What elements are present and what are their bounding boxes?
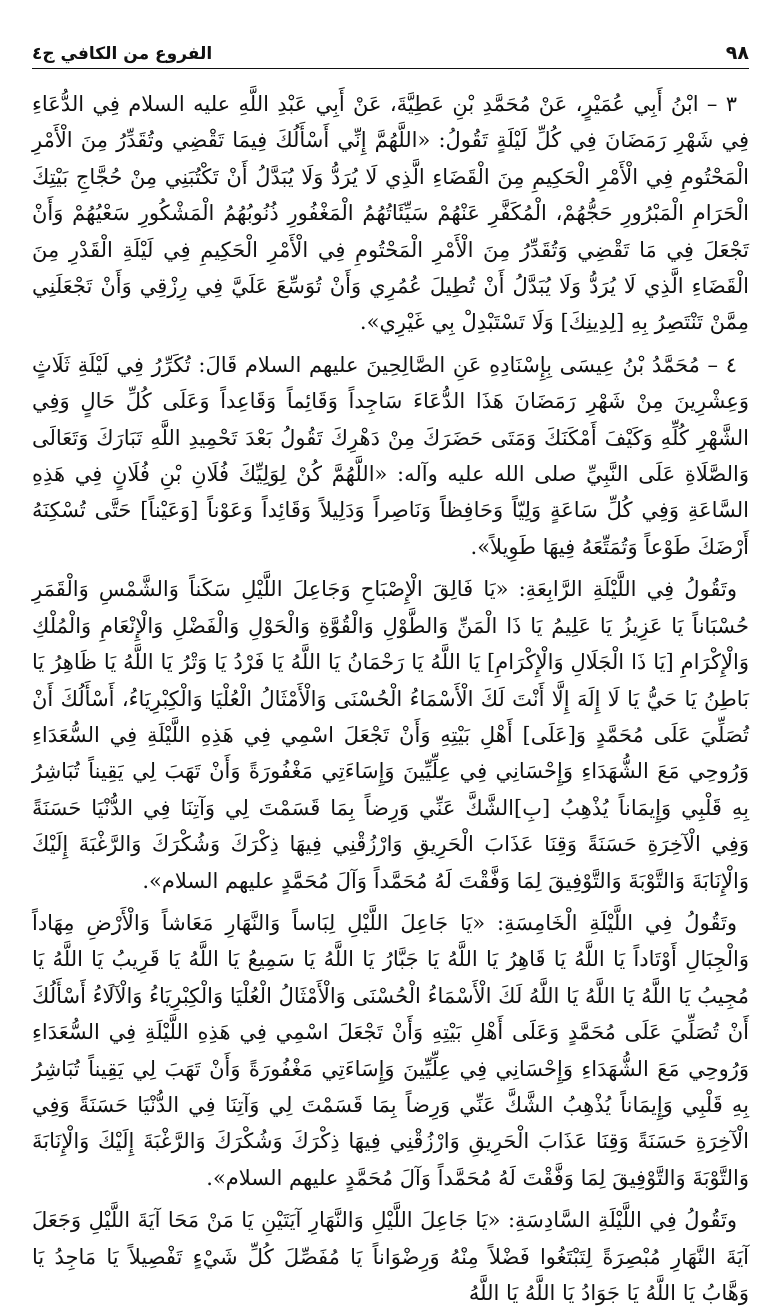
page-body	[32, 86, 749, 1305]
page-number: ٩٨	[725, 42, 749, 64]
book-title: الفروع من الكافي ج٤	[32, 44, 213, 64]
paragraph-night-5: وتَقُولُ فِي اللَّيْلَةِ الْخَامِسَةِ: «يَا جَاعِلَ اللَّيْلِ لِبَاساً وَالنَّهَارِ مَعَاشاً وَالْأَرْضِ مِهَاداً وَالْجِبَالِ أَوْتَاداً يَا اللَّهُ يَا قَاهِرُ يَا اللَّهُ يَا جَبَّارُ يَا اللَّهُ يَا سَمِيعُ يَا اللَّهُ يَا قَرِيبُ يَا اللَّهُ يَا مُجِيبُ يَا اللَّهُ يَا اللَّهُ يَا اللَّهُ لَكَ الْأَسْمَاءُ الْحُسْنَى وَالْأَمْثَالُ الْعُلْيَا وَالْكِبْرِيَاءُ وَالْآلَاءُ أَسْأَلُكَ أَنْ تُصَلِّيَ عَلَى مُحَمَّدٍ وَعَلَى أَهْلِ بَيْتِهِ وَأَنْ تَجْعَلَ اسْمِي فِي هَذِهِ اللَّيْلَةِ فِي السُّعَدَاءِ وَرُوحِي مَعَ الشُّهَدَاءِ وَإِحْسَانِي فِي عِلِّيِّينَ وَإِسَاءَتِي مَغْفُورَةً وَأَنْ تَهَبَ لِي يَقِيناً تُبَاشِرُ بِهِ قَلْبِي وَإِيمَاناً يُذْهِبُ الشَّكَّ عَنِّي وَرِضاً بِمَا قَسَمْتَ لِي وَآتِنَا فِي الدُّنْيَا حَسَنَةً وَفِي الْآخِرَةِ حَسَنَةً وَقِنَا عَذَابَ الْحَرِيقِ وَارْزُقْنِي فِيهَا ذِكْرَكَ وَشُكْرَكَ وَالرَّغْبَةَ إِلَيْكَ وَالْإِنَابَةَ وَالتَّوْبَةَ وَالتَّوْفِيقَ لِمَا وَفَّقْتَ لَهُ مُحَمَّداً وَآلَ مُحَمَّدٍ عليهم السلام».	[32, 910, 749, 1190]
page-header	[32, 30, 749, 69]
paragraph-night-4: وتَقُولُ فِي اللَّيْلَةِ الرَّابِعَةِ: «يَا فَالِقَ الْإِصْبَاحِ وَجَاعِلَ اللَّيْلِ سَكَناً وَالشَّمْسِ وَالْقَمَرِ حُسْبَاناً يَا عَزِيزُ يَا عَلِيمُ يَا ذَا الْمَنِّ وَالطَّوْلِ وَالْقُوَّةِ وَالْحَوْلِ وَالْفَضْلِ وَالْإِنْعَامِ وَالْمُلْكِ وَالْإِكْرَامِ [يَا ذَا الْجَلَالِ وَالْإِكْرَامِ] يَا اللَّهُ يَا رَحْمَانُ يَا اللَّهُ يَا فَرْدُ يَا وَتْرُ يَا اللَّهُ يَا ظَاهِرُ يَا بَاطِنُ يَا حَيُّ يَا لَا إِلَهَ إِلَّا أَنْتَ لَكَ الْأَسْمَاءُ الْحُسْنَى وَالْأَمْثَالُ الْعُلْيَا وَالْكِبْرِيَاءُ، أَسْأَلُكَ أَنْ تُصَلِّيَ عَلَى مُحَمَّدٍ وَ[عَلَى] أَهْلِ بَيْتِهِ وَأَنْ تَجْعَلَ اسْمِي فِي هَذِهِ اللَّيْلَةِ فِي السُّعَدَاءِ وَرُوحِي مَعَ الشُّهَدَاءِ وَإِحْسَانِي فِي عِلِّيِّينَ وَإِسَاءَتِي مَغْفُورَةً وَأَنْ تَهَبَ لِي يَقِيناً تُبَاشِرُ بِهِ قَلْبِي وَإِيمَاناً يُذْهِبُ [بِ]الشَّكَّ عَنِّي وَرِضاً بِمَا قَسَمْتَ لِي وَآتِنَا فِي الدُّنْيَا حَسَنَةً وَفِي الْآخِرَةِ حَسَنَةً وَقِنَا عَذَابَ الْحَرِيقِ وَارْزُقْنِي فِيهَا ذِكْرَكَ وَشُكْرَكَ وَالرَّغْبَةَ إِلَيْكَ وَالْإِنَابَةَ وَالتَّوْبَةَ وَالتَّوْفِيقَ لِمَا وَفَّقْتَ لَهُ مُحَمَّداً وَآلَ مُحَمَّدٍ عليهم السلام».	[32, 577, 749, 893]
paragraph-hadith-4: ٤ – مُحَمَّدُ بْنُ عِيسَى بِإِسْنَادِهِ عَنِ الصَّالِحِينَ عليهم السلام قَالَ: تُكَرِّرُ فِي لَيْلَةِ ثَلَاثٍ وَعِشْرِينَ مِنْ شَهْرِ رَمَضَانَ هَذَا الدُّعَاءَ سَاجِداً وَقَائِماً وَقَاعِداً وَعَلَى كُلِّ حَالٍ وَفِي الشَّهْرِ كُلِّهِ وَكَيْفَ أَمْكَنَكَ وَمَتَى حَضَرَكَ مِنْ دَهْرِكَ تَقُولُ بَعْدَ تَحْمِيدِ اللَّهِ تَبَارَكَ وَتَعَالَى وَالصَّلَاةِ عَلَى النَّبِيِّ صلى الله عليه وآله: «اللَّهُمَّ كُنْ لِوَلِيِّكَ فُلَانِ بْنِ فُلَانٍ فِي هَذِهِ السَّاعَةِ وَفِي كُلِّ سَاعَةٍ وَلِيّاً وَحَافِظاً وَنَاصِراً وَدَلِيلاً وَقَائِداً وَعَوْناً [وَعَيْناً] حَتَّى تُسْكِنَهُ أَرْضَكَ طَوْعاً وَتُمَتِّعَهُ فِيهَا طَوِيلاً».	[32, 352, 749, 559]
paragraph-night-6: وتَقُولُ فِي اللَّيْلَةِ السَّادِسَةِ: «يَا جَاعِلَ اللَّيْلِ وَالنَّهَارِ آيَتَيْنِ يَا مَنْ مَحَا آيَةَ اللَّيْلِ وَجَعَلَ آيَةَ النَّهَارِ مُبْصِرَةً لِتَبْتَغُوا فَضْلاً مِنْهُ وَرِضْوَاناً يَا مُفَصِّلَ كُلِّ شَيْءٍ تَفْصِيلاً يَا مَاجِدُ يَا وَهَّابُ يَا اللَّهُ يَا جَوَادُ يَا اللَّهُ يَا اللَّهُ	[32, 1208, 749, 1305]
paragraph-hadith-3: ٣ – ابْنُ أَبِي عُمَيْرٍ، عَنْ مُحَمَّدِ بْنِ عَطِيَّةَ، عَنْ أَبِي عَبْدِ اللَّهِ عليه السلام فِي الدُّعَاءِ فِي شَهْرِ رَمَضَانَ فِي كُلِّ لَيْلَةٍ تَقُولُ: «اللَّهُمَّ إِنِّي أَسْأَلُكَ فِيمَا تَقْضِي وتُقَدِّرُ مِنَ الْأَمْرِ الْمَحْتُومِ فِي الْأَمْرِ الْحَكِيمِ مِنَ الْقَضَاءِ الَّذِي لَا يُرَدُّ وَلَا يُبَدَّلُ أَنْ تَكْتُبَنِي مِنْ حُجَّاجِ بَيْتِكَ الْحَرَامِ الْمَبْرُورِ حَجُّهُمْ، الْمُكَفَّرِ عَنْهُمْ سَيِّئَاتُهُمُ الْمَغْفُورِ ذُنُوبُهُمُ الْمَشْكُورِ سَعْيُهُمْ وَأَنْ تَجْعَلَ فِي مَا تَقْضِي وَتُقَدِّرُ مِنَ الْأَمْرِ الْمَحْتُومِ فِي الْأَمْرِ الْحَكِيمِ فِي لَيْلَةِ الْقَدْرِ مِنَ الْقَضَاءِ الَّذِي لَا يُرَدُّ وَلَا يُبَدَّلُ أَنْ تُطِيلَ عُمُرِي وَأَنْ تُوَسِّعَ عَلَيَّ فِي رِزْقِي وَأَنْ تَجْعَلَنِي مِمَّنْ تَنْتَصِرُ بِهِ [لِدِينِكَ] وَلَا تَسْتَبْدِلْ بِي غَيْرِي».	[32, 92, 749, 335]
